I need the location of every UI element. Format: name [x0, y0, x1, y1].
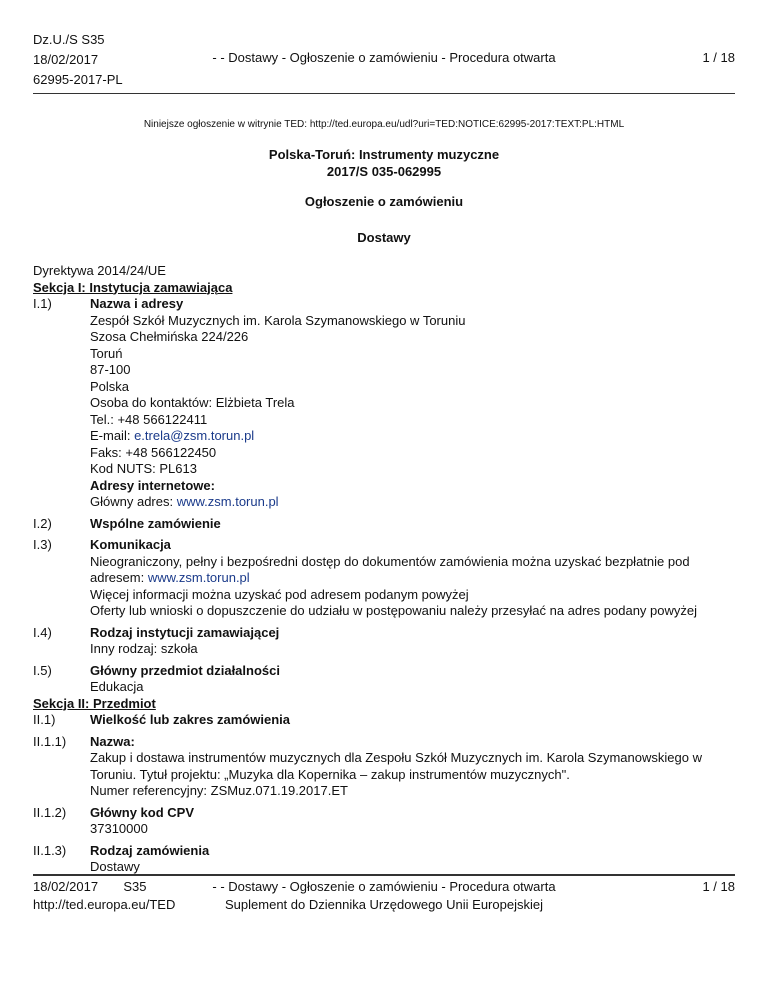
more-info-text: Więcej informacji można uzyskać pod adresem podanym powyżej	[90, 586, 469, 602]
footer-title: - - Dostawy - Ogłoszenie o zamówieniu - Procedura otwarta Suplement do Dziennika Urzędowego Unii Europejskiej	[212, 879, 556, 912]
authority-postal: 87-100	[90, 362, 131, 377]
documents-link[interactable]: www.zsm.torun.pl	[147, 570, 250, 585]
authority-country: Polska	[90, 378, 130, 394]
item-ii12	[33, 805, 735, 838]
item-number: I.3)	[33, 537, 52, 552]
item-ii1	[33, 712, 735, 729]
contact-person: Osoba do kontaktów: Elżbieta Trela	[90, 395, 295, 410]
title-main: Polska-Toruń: Instrumenty muzyczne	[268, 147, 500, 162]
document-type: Ogłoszenie o zamówieniu	[304, 194, 464, 209]
header-title: - - Dostawy - Ogłoszenie o zamówieniu - Procedura otwarta	[212, 50, 556, 65]
item-number: II.1.1)	[33, 733, 67, 749]
item-i5	[33, 663, 735, 696]
section-1-title: Sekcja I: Instytucja zamawiająca	[33, 279, 233, 295]
header-journal-ref: Dz.U./S S35	[33, 32, 105, 47]
contract-name-line: Toruniu. Tytuł projektu: „Muzyka dla Kopernika – zakup instrumentów muzycznych".	[90, 766, 570, 782]
item-number: I.2)	[33, 515, 52, 531]
item-number: II.1.2)	[33, 804, 67, 820]
access-url-row: adresem: www.zsm.torun.pl	[90, 570, 250, 585]
main-address-row: Główny adres: www.zsm.torun.pl	[90, 494, 279, 509]
email-row: E-mail: e.trela@zsm.torun.pl	[90, 428, 255, 443]
email-link[interactable]: e.trela@zsm.torun.pl	[134, 428, 255, 443]
section-2-title: Sekcja II: Przedmiot	[33, 695, 156, 711]
header-divider	[33, 93, 735, 94]
item-label: Główny kod CPV	[90, 804, 195, 820]
item-label: Komunikacja	[90, 537, 171, 552]
item-label: Wspólne zamówienie	[90, 515, 221, 531]
footer-series: S35	[123, 879, 147, 894]
header-notice-id: 62995-2017-PL	[33, 72, 123, 87]
item-value: Inny rodzaj: szkoła	[90, 641, 198, 656]
footer-divider	[33, 874, 735, 876]
item-i4	[33, 625, 735, 658]
page-header	[33, 30, 735, 90]
main-address-link[interactable]: www.zsm.torun.pl	[176, 494, 279, 509]
fax: Faks: +48 566122450	[90, 444, 217, 460]
authority-name: Zespół Szkół Muzycznych im. Karola Szymanowskiego w Toruniu	[90, 312, 466, 328]
item-label: Rodzaj instytucji zamawiającej	[90, 624, 280, 640]
ted-notice-link[interactable]: Niniejsze ogłoszenie w witrynie TED: http://ted.europa.eu/udl?uri=TED:NOTICE:62995-2017:TEXT:PL:HTML	[143, 119, 625, 130]
authority-city: Toruń	[90, 345, 123, 361]
item-number: I.4)	[33, 624, 52, 640]
phone: Tel.: +48 566122411	[90, 411, 208, 427]
title-reference: 2017/S 035-062995	[326, 164, 442, 179]
reference-number: Numer referencyjny: ZSMuz.071.19.2017.ET	[90, 783, 348, 798]
contract-name-line: Zakup i dostawa instrumentów muzycznych dla Zespołu Szkół Muzycznych im. Karola Szymanowskiego w	[90, 750, 702, 765]
item-label: Główny przedmiot działalności	[90, 662, 280, 678]
footer-page-number: 1 / 18	[702, 879, 735, 894]
contract-type: Dostawy	[357, 230, 411, 245]
document-body	[33, 263, 735, 876]
item-ii13	[33, 843, 735, 876]
item-value: Dostawy	[90, 859, 140, 874]
item-number: I.5)	[33, 662, 52, 678]
item-number: II.1.3)	[33, 842, 67, 858]
item-i1	[33, 296, 735, 511]
header-date: 18/02/2017	[33, 52, 99, 67]
authority-street: Szosa Chełmińska 224/226	[90, 329, 249, 344]
item-ii11	[33, 734, 735, 800]
item-number: II.1)	[33, 712, 56, 727]
item-i2	[33, 516, 735, 533]
submission-text: Oferty lub wnioski o dopuszczenie do udziału w postępowaniu należy przesyłać na adres podany powyżej	[90, 603, 698, 618]
document-title	[0, 146, 768, 180]
header-page-number: 1 / 18	[702, 50, 735, 65]
item-label: Nazwa:	[90, 733, 135, 749]
item-value: Edukacja	[90, 679, 144, 694]
footer-date: 18/02/2017	[33, 879, 99, 894]
cpv-code: 37310000	[90, 821, 148, 836]
web-addresses-label: Adresy internetowe:	[90, 477, 215, 493]
item-i3	[33, 537, 735, 620]
access-text: Nieograniczony, pełny i bezpośredni dostęp do dokumentów zamówienia można uzyskać bezpłatnie pod	[90, 553, 690, 569]
footer-url[interactable]: http://ted.europa.eu/TED	[33, 897, 176, 912]
item-label: Wielkość lub zakres zamówienia	[90, 712, 291, 727]
item-label: Rodzaj zamówienia	[90, 842, 210, 858]
nuts-code: Kod NUTS: PL613	[90, 461, 197, 476]
item-label: Nazwa i adresy	[90, 296, 184, 311]
item-number: I.1)	[33, 296, 52, 311]
directive: Dyrektywa 2014/24/UE	[33, 263, 166, 278]
